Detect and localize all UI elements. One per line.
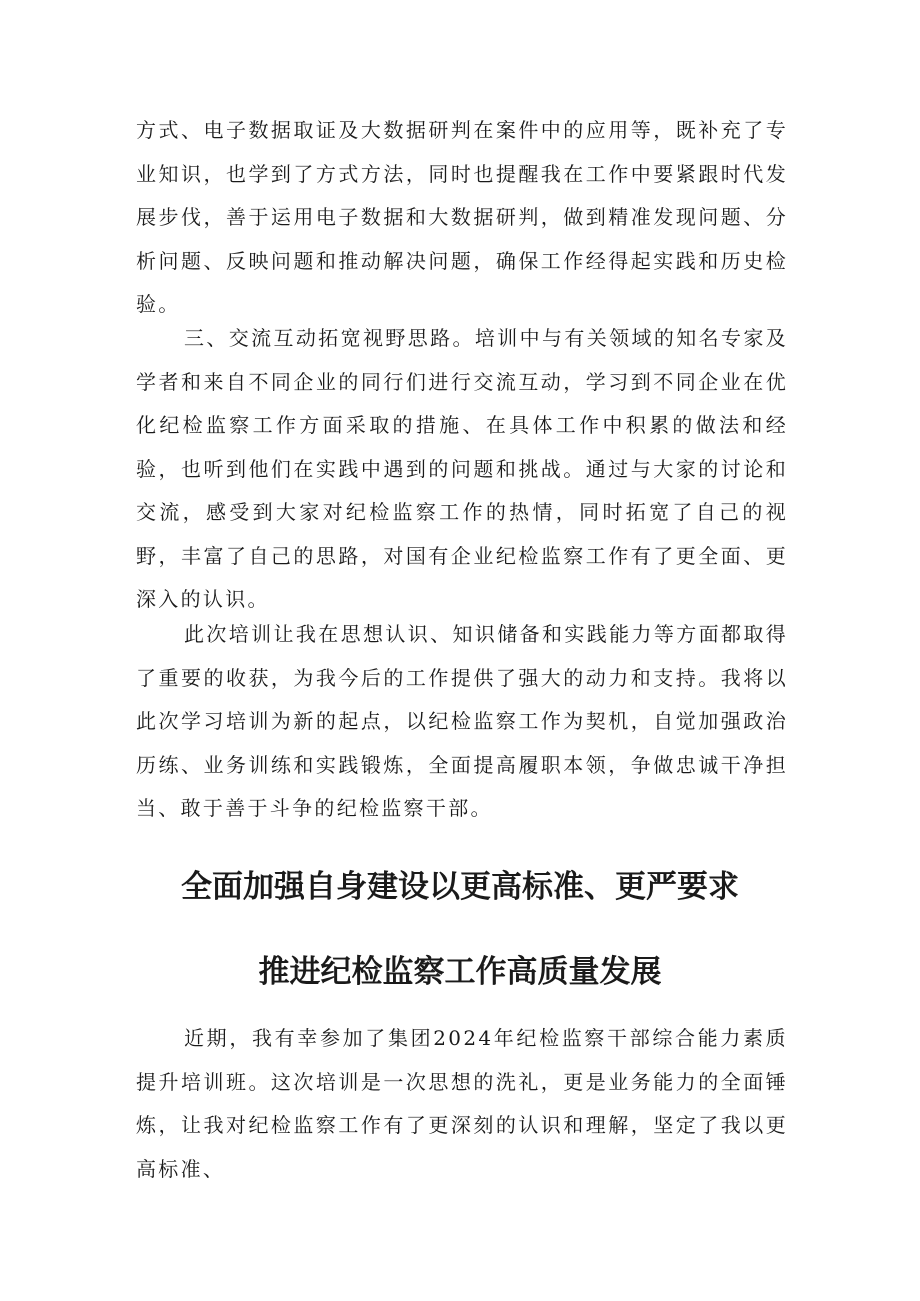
paragraph-training-summary: 此次培训让我在思想认识、知识储备和实践能力等方面都取得了重要的收获，为我今后的工作提供了强大的动力和支持。我将以此次学习培训为新的起点，以纪检监察工作为契机，自觉加强政治历练、业务训练和实践锻炼，全面提高履职本领，争做忠诚干净担当、敢于善于斗争的纪检监察干部。 xyxy=(136,622,788,820)
paragraph-article-intro: 近期，我有幸参加了集团2024年纪检监察干部综合能力素质提升培训班。这次培训是一次思想的洗礼，更是业务能力的全面锤炼，让我对纪检监察工作有了更深刻的认识和理解，坚定了我以更高标准、 xyxy=(136,1026,788,1181)
article-title-line-1: 全面加强自身建设以更高标准、更严要求 xyxy=(181,869,739,905)
article-title-line-2: 推进纪检监察工作高质量发展 xyxy=(258,954,662,990)
paragraph-continued: 方式、电子数据取证及大数据研判在案件中的应用等，既补充了专业知识，也学到了方式方法，同时也提醒我在工作中要紧跟时代发展步伐，善于运用电子数据和大数据研判，做到精准发现问题、分析问题、反映问题和推动解决问题，确保工作经得起实践和历史检验。 xyxy=(136,118,788,316)
paragraph-exchange-interaction: 三、交流互动拓宽视野思路。培训中与有关领域的知名专家及学者和来自不同企业的同行们进行交流互动，学习到不同企业在优化纪检监察工作方面采取的措施、在具体工作中积累的做法和经验，也听到他们在实践中遇到的问题和挑战。通过与大家的讨论和交流，感受到大家对纪检监察工作的热情，同时拓宽了自己的视野，丰富了自己的思路，对国有企业纪检监察工作有了更全面、更深入的认识。 xyxy=(136,326,788,611)
